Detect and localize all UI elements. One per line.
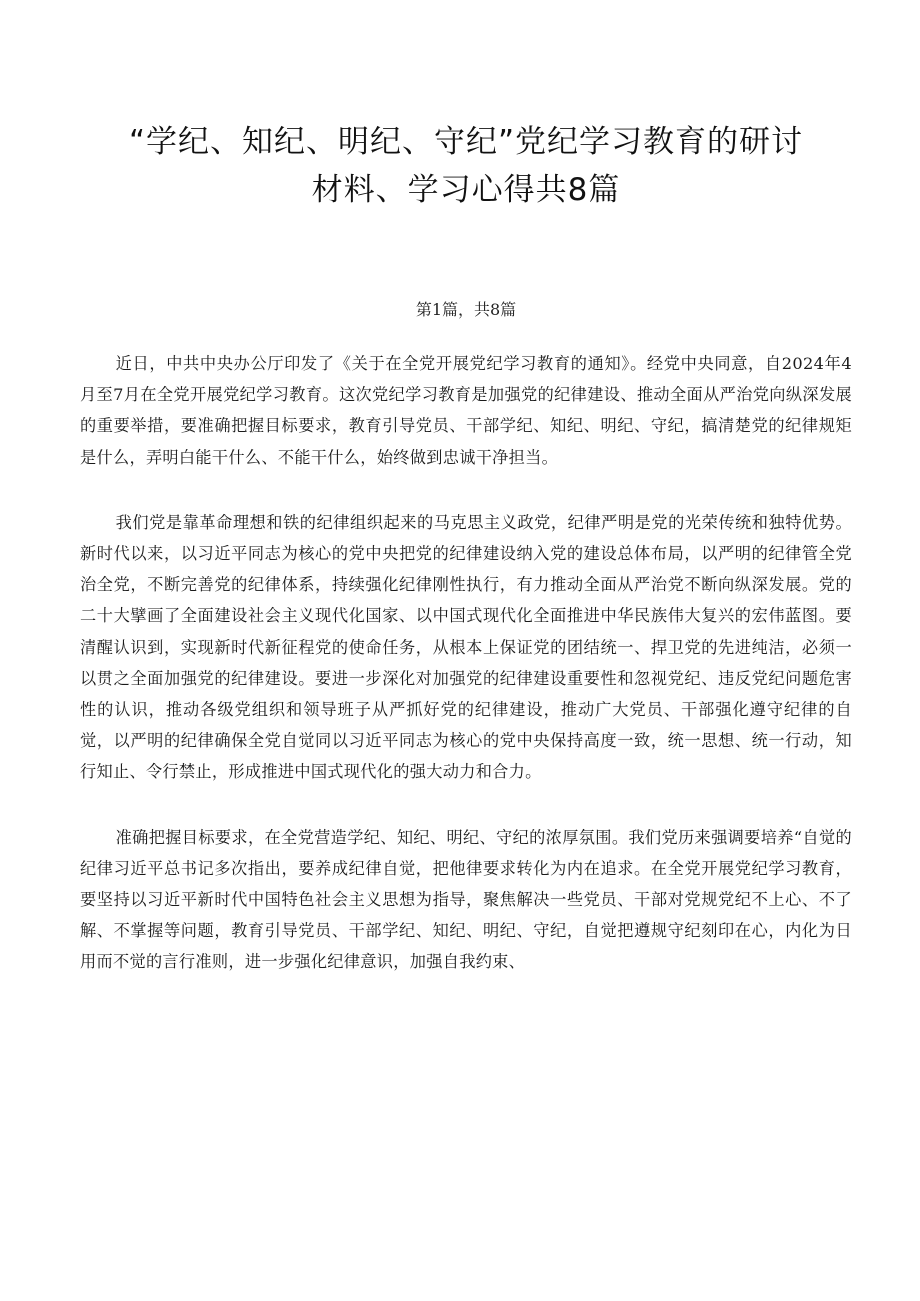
part-label: 第1篇，共8篇 bbox=[415, 300, 517, 319]
document-title bbox=[80, 118, 852, 214]
title-line-1: “学纪、知纪、明纪、守纪”党纪学习教育的研讨 bbox=[128, 124, 804, 160]
title-line-2: 材料、学习心得共8篇 bbox=[311, 172, 621, 208]
paragraph-3: 准确把握目标要求，在全党营造学纪、知纪、明纪、守纪的浓厚氛围。我们党历来强调要培养“自觉的纪律习近平总书记多次指出，要养成纪律自觉，把他律要求转化为内在追求。在全党开展党纪学习教育，要坚持以习近平新时代中国特色社会主义思想为指导，聚焦解决一些党员、干部对党规党纪不上心、不了解、不掌握等问题，教育引导党员、干部学纪、知纪、明纪、守纪，自觉把遵规守纪刻印在心，内化为日用而不觉的言行准则，进一步强化纪律意识，加强自我约束、 bbox=[80, 827, 852, 972]
paragraph-1: 近日，中共中央办公厅印发了《关于在全党开展党纪学习教育的通知》。经党中央同意，自2024年4月至7月在全党开展党纪学习教育。这次党纪学习教育是加强党的纪律建设、推动全面从严治党向纵深发展的重要举措，要准确把握目标要求，教育引导党员、干部学纪、知纪、明纪、守纪，搞清楚党的纪律规矩是什么，弄明白能干什么、不能干什么，始终做到忠诚干净担当。 bbox=[80, 354, 852, 467]
paragraph-2: 我们党是靠革命理想和铁的纪律组织起来的马克思主义政党，纪律严明是党的光荣传统和独特优势。新时代以来，以习近平同志为核心的党中央把党的纪律建设纳入党的建设总体布局，以严明的纪律管全党治全党，不断完善党的纪律体系，持续强化纪律刚性执行，有力推动全面从严治党不断向纵深发展。党的二十大擘画了全面建设社会主义现代化国家、以中国式现代化全面推进中华民族伟大复兴的宏伟蓝图。要清醒认识到，实现新时代新征程党的使命任务，从根本上保证党的团结统一、捍卫党的先进纯洁，必须一以贯之全面加强党的纪律建设。要进一步深化对加强党的纪律建设重要性和忽视党纪、违反党纪问题危害性的认识，推动各级党组织和领导班子从严抓好党的纪律建设，推动广大党员、干部强化遵守纪律的自觉，以严明的纪律确保全党自觉同以习近平同志为核心的党中央保持高度一致，统一思想、统一行动，知行知止、令行禁止，形成推进中国式现代化的强大动力和合力。 bbox=[80, 512, 852, 782]
